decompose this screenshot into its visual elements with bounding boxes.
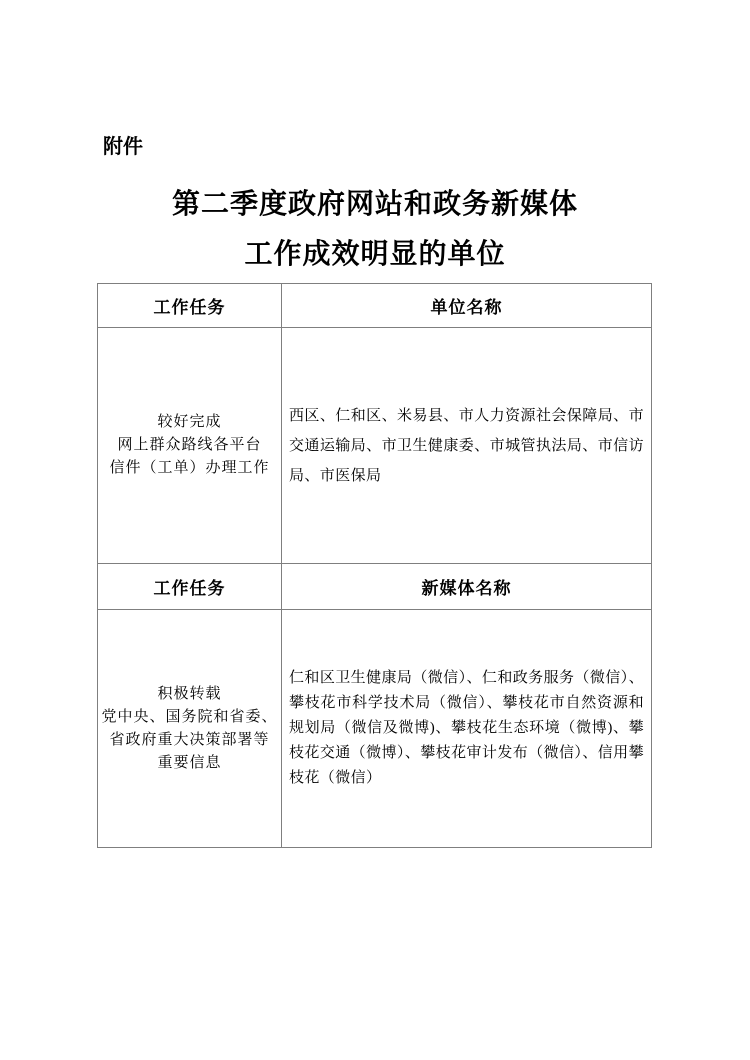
- title-line-1: 第二季度政府网站和政务新媒体: [171, 189, 578, 220]
- task-line: 网上群众路线各平台: [117, 437, 262, 453]
- results-table: [97, 283, 652, 848]
- task-cell-letters-handling: [98, 328, 282, 564]
- task-line: 省政府重大决策部署等: [109, 731, 270, 748]
- attachment-label: 附件: [103, 136, 143, 158]
- header-work-task-2: 工作任务: [98, 564, 282, 610]
- task-line: 党中央、国务院和省委、: [101, 708, 278, 725]
- task-line: 积极转载: [157, 685, 222, 702]
- new-media-names-cell: [282, 610, 651, 847]
- title-line-2: 工作成效明显的单位: [244, 239, 506, 270]
- document-title: [0, 180, 750, 280]
- unit-names-cell: [282, 328, 651, 564]
- header-unit-name: 单位名称: [282, 284, 651, 328]
- unit-names-text: 西区、仁和区、米易县、市人力资源社会保障局、市交通运输局、市卫生健康委、市城管执法局、市信访局、市医保局: [289, 407, 644, 484]
- task-line: 重要信息: [157, 754, 222, 771]
- new-media-names-text: 仁和区卫生健康局（微信）、仁和政务服务（微信）、攀枝花市科学技术局（微信）、攀枝花市自然资源和规划局（微信及微博)、攀枝花生态环境（微博)、攀枝花交通（微博）、攀枝花审计发布（微信）、信用攀枝花（微信）: [289, 670, 644, 786]
- task-cell-repost-policies: [98, 610, 282, 847]
- header-new-media-name: 新媒体名称: [282, 564, 651, 610]
- task-line: 较好完成: [157, 414, 222, 430]
- header-work-task-1: 工作任务: [98, 284, 282, 328]
- task-line: 信件（工单）办理工作: [109, 460, 270, 476]
